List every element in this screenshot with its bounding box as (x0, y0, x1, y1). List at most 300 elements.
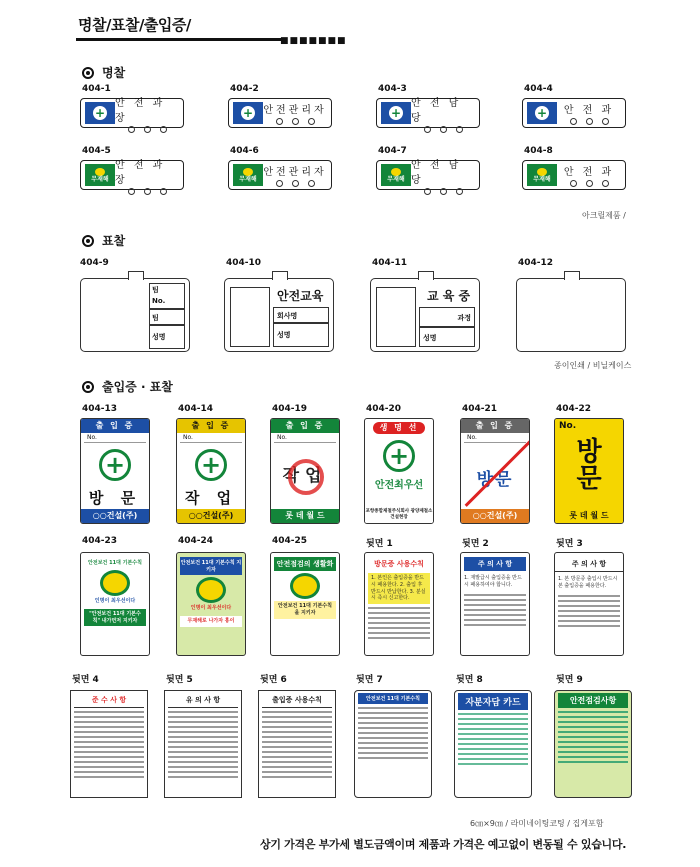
text-line (168, 741, 238, 743)
product-code: 뒷면 7 (356, 675, 383, 685)
section-plaque-heading: 표찰 (82, 232, 125, 249)
text-lines (555, 592, 623, 633)
nametag-role: 안 전 과 장 (115, 97, 166, 124)
text-line (74, 766, 144, 768)
nametag-circles (276, 118, 315, 125)
text-line (74, 711, 144, 713)
product-code: 뒷면 8 (456, 675, 483, 685)
text-line (168, 756, 238, 758)
plaque-main-text: 안전교육 (277, 289, 324, 303)
text-line (558, 731, 628, 733)
safety-cross-icon (233, 164, 263, 186)
text-line (368, 617, 430, 619)
text-line (358, 722, 428, 724)
nametag-circles (424, 126, 463, 133)
plaque-404-10 (224, 278, 334, 352)
access-card (270, 418, 340, 524)
access-card (364, 418, 434, 524)
circle-icon (424, 188, 431, 195)
text-line (74, 771, 144, 773)
text-line (262, 711, 332, 713)
plaque-cell: 팀 (149, 309, 185, 325)
photo-box (230, 287, 270, 347)
nametag-circles (128, 188, 167, 195)
text-line (262, 771, 332, 773)
text-line (458, 713, 528, 715)
safety-cross-icon (527, 164, 557, 186)
product-code: 뒷면 4 (72, 675, 99, 685)
title-dots: ■■■■■■■ (280, 36, 347, 46)
product-code: 404-9 (80, 258, 109, 268)
text-line (464, 614, 526, 616)
text-lines (71, 708, 147, 784)
text-line (262, 731, 332, 733)
text-line (558, 620, 620, 622)
text-line (368, 627, 430, 629)
hang-card-title: 안전점검의 생활화 (274, 557, 336, 571)
zero-accident-label: 무재해 (533, 176, 551, 183)
nametag-circles (570, 118, 609, 125)
text-line (358, 727, 428, 729)
nametag-badge (228, 98, 332, 128)
text-line (458, 718, 528, 720)
nametag-note: 아크릴제품 / (582, 211, 626, 220)
cross-icon: + (94, 106, 106, 120)
plaque-cell: 회사명 (273, 307, 329, 323)
photo-box (376, 287, 416, 347)
text-line (358, 732, 428, 734)
text-line (464, 619, 526, 621)
text-line (168, 726, 238, 728)
safety-cross-icon (527, 102, 557, 124)
nametag-body (411, 94, 475, 133)
product-code: 뒷면 3 (556, 539, 583, 549)
text-line (368, 622, 430, 624)
product-code: 뒷면 2 (462, 539, 489, 549)
safety-cross-icon: + (99, 449, 131, 481)
hang-card (554, 552, 624, 656)
safety-cross-icon (85, 164, 115, 186)
circle-icon (570, 180, 577, 187)
text-line (74, 751, 144, 753)
text-line (168, 716, 238, 718)
nametag-body (263, 101, 327, 125)
text-line (558, 610, 620, 612)
text-line (358, 747, 428, 749)
text-line (558, 600, 620, 602)
nametag-body (411, 156, 475, 195)
text-line (458, 753, 528, 755)
product-code: 404-13 (82, 404, 118, 414)
circle-icon (292, 180, 299, 187)
nametag-circles (128, 126, 167, 133)
text-line (458, 733, 528, 735)
product-code: 404-20 (366, 404, 402, 414)
footer-note: 상기 가격은 부가세 별도금액이며 제품과 가격은 예고없이 변동될 수 있습니다. (260, 838, 627, 851)
access-card-header: 출 입 증 (271, 419, 339, 433)
access-card-header: No. (555, 419, 623, 433)
mascot-11-icon (196, 577, 226, 603)
product-code: 뒷면 1 (366, 539, 393, 549)
nametag-body (115, 94, 179, 133)
text-line (74, 731, 144, 733)
product-code: 404-22 (556, 404, 592, 414)
hang-card-title: 주 의 사 항 (555, 557, 623, 572)
text-line (262, 736, 332, 738)
access-card-header: 출 입 증 (81, 419, 149, 433)
product-code: 404-4 (524, 84, 553, 94)
access-card-footer: 롯 데 월 드 (271, 509, 339, 523)
safety-cross-icon: + (195, 449, 227, 481)
nametag-badge (228, 160, 332, 190)
access-card-word: 방문 (576, 437, 602, 495)
plaque-404-12 (516, 278, 626, 352)
back-sheet-title: 자분자담 카드 (458, 693, 528, 710)
nametag-body (115, 156, 179, 195)
page-title: 명찰/표찰/출입증/ (78, 16, 191, 34)
hang-hole (107, 552, 123, 553)
text-line (358, 717, 428, 719)
circle-icon (160, 188, 167, 195)
hang-card (270, 552, 340, 656)
text-line (368, 612, 430, 614)
text-line (168, 746, 238, 748)
plaque-404-9 (80, 278, 190, 352)
hang-card-subtitle: 인명이 최우선이다 (190, 605, 232, 611)
circle-icon (308, 118, 315, 125)
nametag-circles (424, 188, 463, 195)
access-card-header: 생 명 선 (373, 422, 425, 434)
product-code: 404-23 (82, 536, 118, 546)
text-line (458, 763, 528, 765)
hang-hole (297, 552, 313, 553)
text-line (358, 712, 428, 714)
title-rule (76, 38, 286, 41)
product-code: 404-12 (518, 258, 554, 268)
plaque-note: 종이인쇄 / 비닐케이스 (554, 361, 632, 370)
zero-accident-icon (537, 168, 547, 176)
zero-accident-icon (391, 168, 401, 176)
hang-card (176, 552, 246, 656)
text-line (558, 756, 628, 758)
plaque-cell: 성명 (149, 325, 185, 349)
hang-card-title: 안전보건 11대 기본수칙 지키자 (180, 557, 242, 575)
zero-accident-icon (243, 168, 253, 176)
no-field: No. (464, 433, 526, 443)
mascot-11-icon (290, 573, 320, 599)
access-card-word: 작 업 (184, 489, 238, 507)
access-card (176, 418, 246, 524)
text-line (358, 757, 428, 759)
text-line (558, 625, 620, 627)
no-field: No. (84, 433, 146, 443)
safety-cross-icon (233, 102, 263, 124)
circle-icon (128, 126, 135, 133)
nametag-body (557, 101, 621, 125)
product-code: 404-5 (82, 146, 111, 156)
nametag-role: 안전관리자 (263, 105, 327, 116)
access-card-word: 안전최우선 (374, 480, 424, 491)
hang-card-body: "안전보건 11대 기본수칙" 내가먼저 지키자 (84, 609, 146, 627)
product-code: 404-14 (178, 404, 214, 414)
circle-icon (586, 118, 593, 125)
nametag-badge (80, 160, 184, 190)
circle-icon (276, 180, 283, 187)
product-code: 404-6 (230, 146, 259, 156)
zero-accident-label: 무재해 (387, 176, 405, 183)
text-line (558, 726, 628, 728)
text-line (262, 751, 332, 753)
text-line (458, 743, 528, 745)
nametag-role: 안 전 과 (563, 105, 615, 116)
no-field: No. (180, 433, 242, 443)
text-lines (365, 604, 433, 645)
text-line (262, 741, 332, 743)
circle-icon (456, 126, 463, 133)
text-line (464, 604, 526, 606)
product-code: 404-24 (178, 536, 214, 546)
circle-icon (456, 188, 463, 195)
circle-icon (160, 126, 167, 133)
back-sheet-title: 안전보건 11대 기본수칙 (358, 693, 428, 704)
plaque-cell: 팀 No. (149, 283, 185, 309)
text-line (558, 721, 628, 723)
text-line (168, 761, 238, 763)
plaque-cell: 과정 (419, 307, 475, 327)
text-line (558, 736, 628, 738)
hang-card-body: 무재해로 나가자 홍이 (180, 616, 242, 627)
hang-card-body: 1. 재발급시 출입증을 반드시 패용하여야 합니다. (464, 575, 522, 588)
text-line (168, 711, 238, 713)
zero-accident-label: 무재해 (239, 176, 257, 183)
text-line (358, 752, 428, 754)
text-line (262, 721, 332, 723)
text-line (458, 738, 528, 740)
circle-icon (292, 118, 299, 125)
text-line (262, 761, 332, 763)
text-line (74, 721, 144, 723)
text-line (558, 615, 620, 617)
cross-icon: + (242, 106, 254, 120)
section-nametag-heading: 명찰 (82, 64, 125, 81)
circle-icon (276, 118, 283, 125)
text-line (262, 726, 332, 728)
plaque-404-11 (370, 278, 480, 352)
nametag-role: 안 전 담 당 (411, 97, 462, 124)
hang-card-body: 1. 본인은 출입증을 반드시 패용한다. 2. 출입 후 반드시 반납한다. 3. 분실시 즉시 신고한다. (368, 573, 430, 604)
text-line (262, 766, 332, 768)
text-line (558, 741, 628, 743)
section-access-heading: 출입증 · 표찰 (82, 378, 173, 395)
text-line (168, 771, 238, 773)
product-code: 404-3 (378, 84, 407, 94)
text-line (558, 595, 620, 597)
access-card-word: 방 문 (88, 489, 142, 507)
text-line (168, 721, 238, 723)
nametag-badge (376, 160, 480, 190)
access-card-footer: ○○건설(주) (461, 509, 529, 523)
product-code: 뒷면 9 (556, 675, 583, 685)
product-code: 404-25 (272, 536, 308, 546)
text-line (458, 758, 528, 760)
circle-icon (144, 126, 151, 133)
nametag-badge (80, 98, 184, 128)
access-card-footer: ○○건설(주) (81, 509, 149, 523)
safety-cross-icon (381, 164, 411, 186)
no-entry-mark (288, 459, 324, 495)
product-code: 404-8 (524, 146, 553, 156)
back-sheet (454, 690, 532, 798)
product-code: 404-11 (372, 258, 408, 268)
nametag-body (557, 163, 621, 187)
nametag-badge (522, 98, 626, 128)
access-card-header: 출 입 증 (177, 419, 245, 433)
plaque-cell: 성명 (273, 323, 329, 347)
nametag-circles (570, 180, 609, 187)
nametag-badge (522, 160, 626, 190)
product-code: 404-1 (82, 84, 111, 94)
hang-hole (581, 552, 597, 553)
bullet-icon (82, 381, 94, 393)
safety-cross-icon (381, 102, 411, 124)
circle-icon (602, 180, 609, 187)
hang-card (80, 552, 150, 656)
access-card-word: 방문 (476, 470, 514, 490)
access-card-header: 출 입 증 (461, 419, 529, 433)
text-lines (455, 710, 531, 771)
nametag-role: 안 전 과 (563, 167, 615, 178)
nametag-role: 안전관리자 (263, 167, 327, 178)
back-sheet-title: 출입증 사용수칙 (262, 693, 332, 708)
circle-icon (570, 118, 577, 125)
hang-card-title: 안전보건 11대 기본수칙 (88, 560, 142, 566)
circle-icon (144, 188, 151, 195)
text-line (74, 761, 144, 763)
safety-cross-icon (85, 102, 115, 124)
nametag-circles (276, 180, 315, 187)
text-line (558, 716, 628, 718)
text-line (558, 761, 628, 763)
text-line (168, 736, 238, 738)
product-code: 404-7 (378, 146, 407, 156)
text-line (168, 751, 238, 753)
access-card (80, 418, 150, 524)
circle-icon (424, 126, 431, 133)
circle-icon (128, 188, 135, 195)
circle-icon (602, 118, 609, 125)
text-line (368, 607, 430, 609)
hang-hole (487, 552, 503, 553)
circle-icon (440, 126, 447, 133)
text-line (464, 594, 526, 596)
text-line (74, 716, 144, 718)
text-line (358, 707, 428, 709)
hang-card-title: 방문증 사용수칙 (374, 560, 424, 568)
text-line (358, 737, 428, 739)
plaque-cell: 성명 (419, 327, 475, 347)
access-card-footer: 포항종합제철주식회사 광양제철소 건설현장 (365, 509, 433, 523)
bullet-icon (82, 235, 94, 247)
product-code: 뒷면 5 (166, 675, 193, 685)
text-line (458, 728, 528, 730)
product-code: 뒷면 6 (260, 675, 287, 685)
back-sheet (70, 690, 148, 798)
text-line (262, 746, 332, 748)
circle-icon (586, 180, 593, 187)
back-sheet-title: 준 수 사 항 (74, 693, 144, 708)
cross-icon: + (536, 106, 548, 120)
text-line (74, 756, 144, 758)
text-line (464, 599, 526, 601)
access-card-word: 작업 (282, 466, 328, 486)
no-field: No. (274, 433, 336, 443)
hang-card (460, 552, 530, 656)
text-line (464, 609, 526, 611)
zero-accident-icon (95, 168, 105, 176)
bullet-icon (82, 67, 94, 79)
text-line (368, 637, 430, 639)
text-line (358, 742, 428, 744)
hang-card (364, 552, 434, 656)
text-lines (355, 704, 431, 765)
text-line (74, 746, 144, 748)
text-lines (259, 708, 335, 784)
text-line (458, 723, 528, 725)
text-line (168, 731, 238, 733)
plaque-main-text: 교 육 중 (427, 289, 471, 303)
text-lines (555, 708, 631, 769)
product-code: 404-2 (230, 84, 259, 94)
access-card-footer: ○○건설(주) (177, 509, 245, 523)
mascot-11-icon (100, 570, 130, 596)
product-code: 404-21 (462, 404, 498, 414)
back-sheet (258, 690, 336, 798)
back-sheet (354, 690, 432, 798)
text-line (74, 776, 144, 778)
text-line (168, 776, 238, 778)
back-sheet (554, 690, 632, 798)
text-line (558, 711, 628, 713)
cross-icon: + (390, 106, 402, 120)
access-card (554, 418, 624, 524)
text-line (74, 736, 144, 738)
text-line (368, 632, 430, 634)
text-line (262, 716, 332, 718)
safety-cross-icon: + (383, 440, 415, 472)
back-sheet-title: 안전점검사항 (558, 693, 628, 708)
circle-icon (308, 180, 315, 187)
access-card-footer: 롯 데 월 드 (555, 509, 623, 523)
text-lines (165, 708, 241, 784)
hang-hole (391, 552, 407, 553)
nametag-role: 안 전 과 장 (115, 159, 166, 186)
text-line (558, 605, 620, 607)
hang-card-subtitle: 인명이 최우선이다 (94, 598, 136, 604)
text-line (168, 766, 238, 768)
nametag-role: 안 전 담 당 (411, 159, 462, 186)
zero-accident-label: 무재해 (91, 176, 109, 183)
text-line (558, 751, 628, 753)
hang-hole (203, 552, 219, 553)
text-lines (461, 591, 529, 632)
back-note: 6㎝×9㎝ / 라미네이팅코팅 / 집게포함 (470, 819, 604, 828)
text-line (74, 741, 144, 743)
text-line (558, 746, 628, 748)
text-line (74, 726, 144, 728)
text-line (262, 756, 332, 758)
product-code: 404-19 (272, 404, 308, 414)
back-sheet-title: 유 의 사 항 (168, 693, 238, 708)
